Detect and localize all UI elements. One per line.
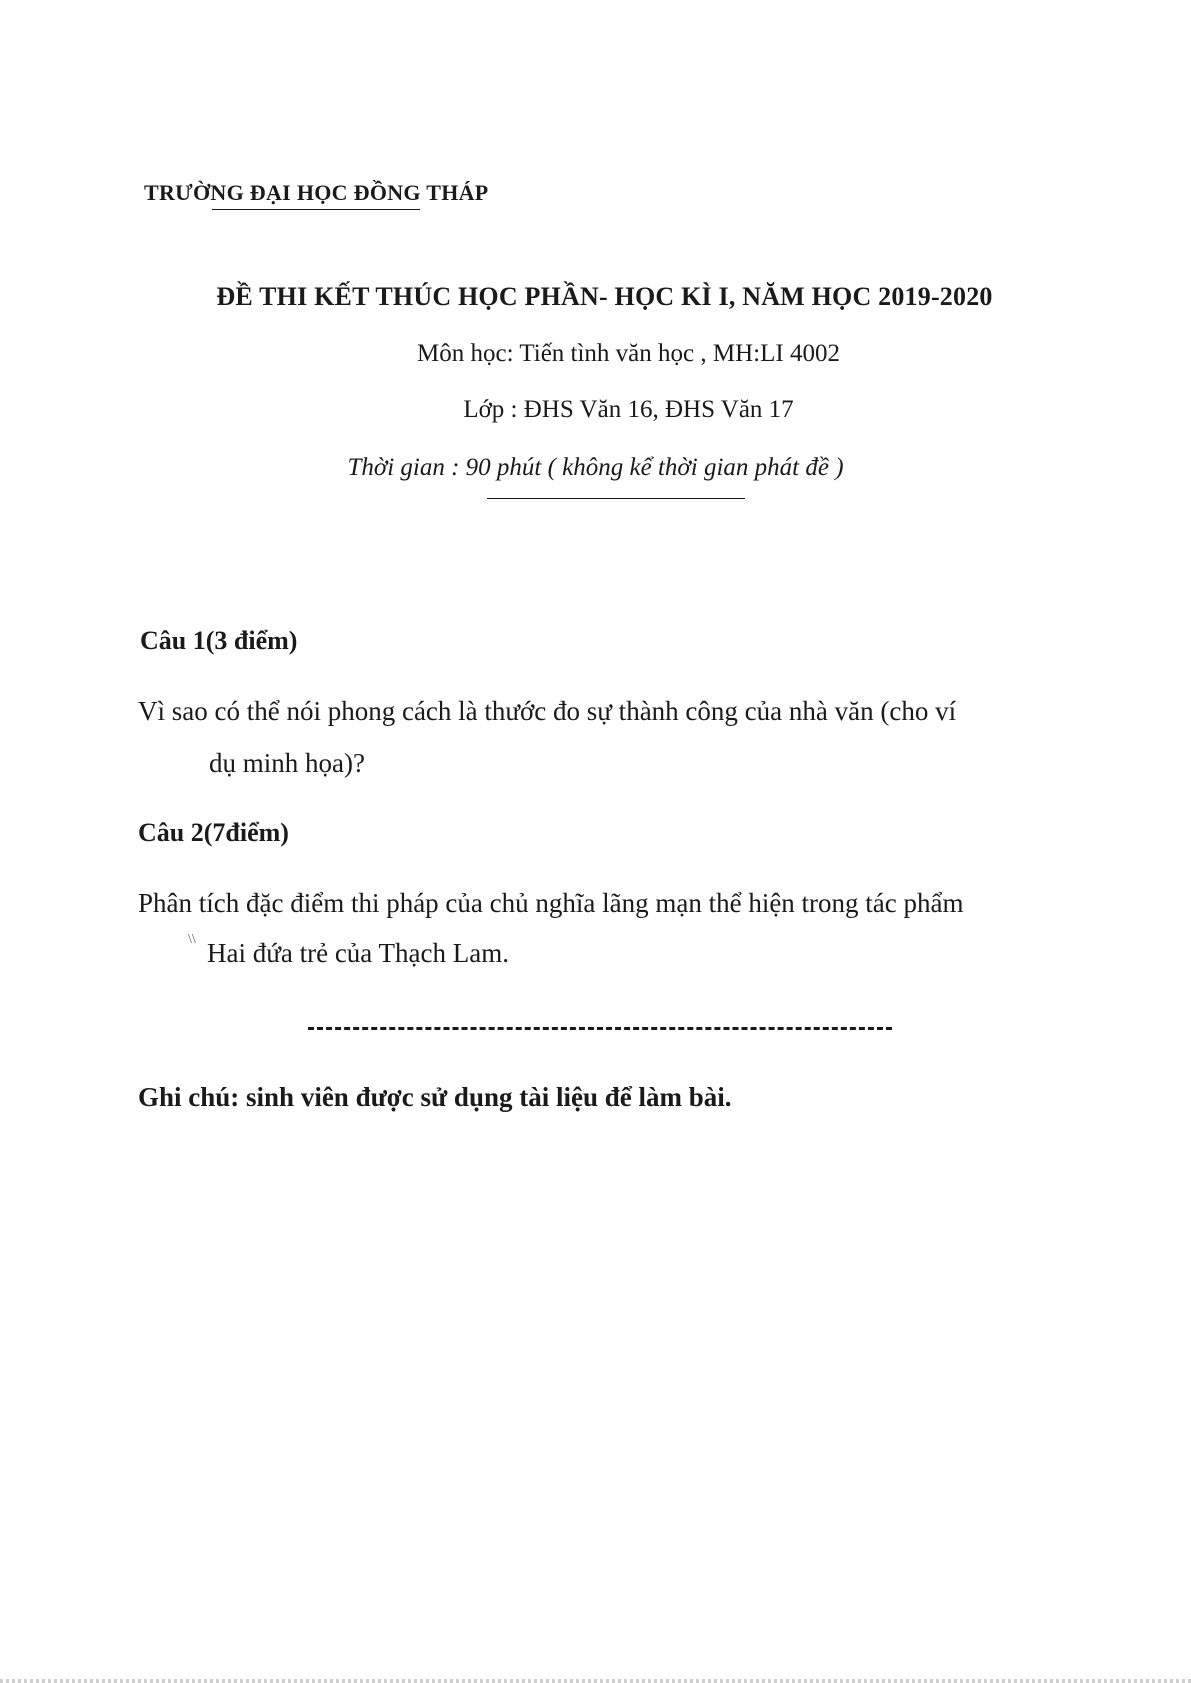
question-1-text-line-2: dụ minh họa)? [209,748,365,778]
university-name: TRƯỜNG ĐẠI HỌC ĐỒNG THÁP [144,180,489,205]
question-2-text-line-1: Phân tích đặc điểm thi pháp của chủ nghĩa lãng mạn thể hiện trong tác phẩm [138,888,964,918]
dashed-divider [308,1027,892,1030]
question-1-heading: Câu 1(3 điểm) [140,626,298,655]
handwritten-quote-mark: \\ [188,932,196,947]
exam-title: ĐỀ THI KẾT THÚC HỌC PHẦN- HỌC KÌ I, NĂM HỌC 2019-2020 [216,282,993,311]
exam-subject: Môn học: Tiến tình văn học , MH:LI 4002 [417,340,840,367]
question-1-text-line-1: Vì sao có thể nói phong cách là thước đo sự thành công của nhà văn (cho ví [138,696,957,726]
exam-class: Lớp : ĐHS Văn 16, ĐHS Văn 17 [463,396,794,423]
header-divider [487,498,745,499]
footer-note: Ghi chú: sinh viên được sử dụng tài liệu để làm bài. [138,1082,732,1112]
university-underline [212,209,420,210]
exam-time: Thời gian : 90 phút ( không kể thời gian phát đề ) [347,454,844,481]
question-2-text-line-2: Hai đứa trẻ của Thạch Lam. [207,938,509,968]
scan-edge [0,1679,1191,1683]
question-2-heading: Câu 2(7điểm) [138,818,289,847]
